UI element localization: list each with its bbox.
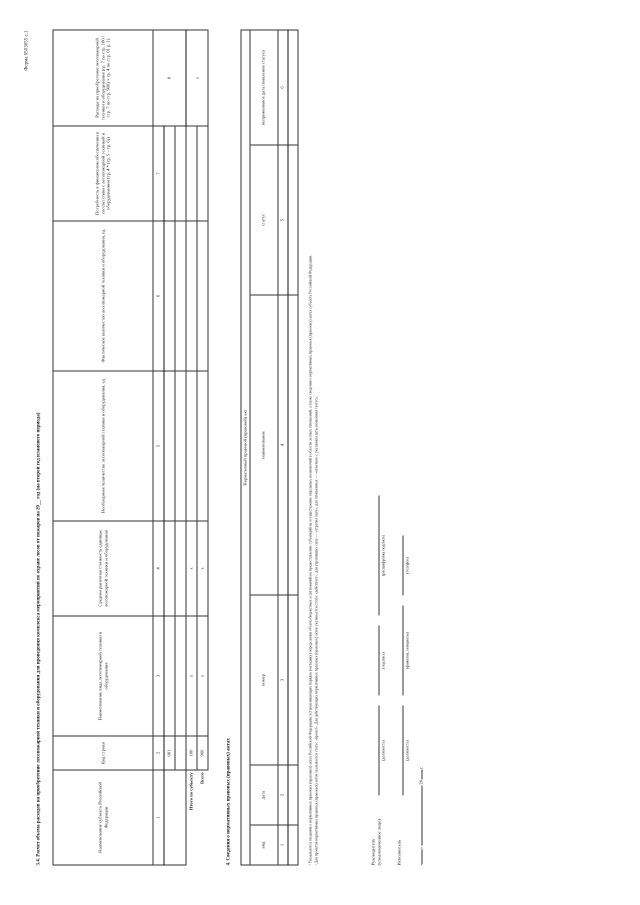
table-cell[interactable] — [287, 29, 297, 144]
col-number: 1 — [277, 825, 287, 865]
header-row-code: Код строки — [53, 736, 153, 770]
header-expenses: Расходы на приобретение лесопожарной техники и оборудования (гр. 7 по стр. 100 / стр. 7 по стр. 900) × гр. 4 по стр. 01 р. 1) — [53, 30, 153, 126]
header-subject: Наименование субъекта Российской Федерации — [53, 770, 153, 865]
executor-label: Исполнитель — [396, 839, 401, 865]
col-number-row — [153, 30, 164, 865]
total-label: Всего — [199, 772, 205, 784]
table-row — [164, 30, 175, 865]
table-cell[interactable] — [175, 221, 186, 371]
exec-name-line[interactable] — [402, 605, 403, 695]
header-avg-price: Средняя рыночная стоимость единицы лесопожарной техники и оборудования — [53, 521, 153, 616]
caption: (подпись) — [380, 651, 385, 669]
table-row — [287, 29, 297, 864]
row-code[interactable] — [175, 736, 186, 770]
footnotes — [308, 30, 320, 865]
table-cell[interactable] — [287, 145, 297, 295]
date-suffix: г. — [418, 765, 423, 769]
table-cell[interactable] — [175, 371, 186, 521]
col-number: 6 — [153, 221, 164, 371]
date-year: 20 — [418, 779, 423, 785]
col-number: 3 — [277, 595, 287, 765]
header-kind: вид — [249, 825, 277, 865]
footnote: ¹ Указываются сведения о нормативных правовых (правовых) актах Российской Федерации, устанавливающих порядок (методику) определения объема бюджетных ассигнований на предоставление субвенций на осуществление отдельных полномочий в области лесных отношений, а также сведения о нормативных правовых (правовых) актах субъекта Российской Федерации. — [308, 254, 312, 865]
date-line — [418, 766, 424, 865]
col-number: 5 — [153, 371, 164, 521]
header-number: номер — [249, 595, 277, 765]
date-mid: » — [418, 846, 423, 849]
x-mark: x — [197, 616, 208, 736]
col-number: 3 — [153, 616, 164, 736]
table-cell[interactable] — [175, 126, 186, 221]
table-cell[interactable] — [175, 616, 186, 736]
form-number: Форма 0503055 с.1 — [24, 30, 29, 71]
table-cell[interactable] — [287, 595, 297, 765]
date-prefix: « — [418, 862, 423, 865]
x-mark: x — [197, 521, 208, 616]
table-cell[interactable] — [164, 616, 175, 736]
date-day[interactable] — [421, 849, 422, 863]
col-number: 2 — [277, 765, 287, 825]
table-cell[interactable] — [186, 126, 197, 221]
col-number: 6 — [277, 29, 287, 144]
head-position-line[interactable] — [378, 705, 379, 795]
table-cell[interactable] — [164, 371, 175, 521]
exec-phone-line[interactable] — [402, 535, 403, 595]
x-mark: x — [186, 30, 208, 126]
table-cell[interactable] — [164, 126, 175, 221]
table-cell[interactable] — [197, 221, 208, 371]
row-code: 001 — [164, 736, 175, 770]
row-code: 100 — [186, 736, 197, 770]
x-mark: x — [186, 521, 197, 616]
header-actual-qty: Фактическое количество лесопожарной техники и оборудования, ед — [53, 221, 153, 371]
table-cell[interactable] — [197, 371, 208, 521]
subject-cell[interactable] — [164, 770, 186, 865]
caption: (должность) — [380, 739, 385, 761]
table-cell[interactable] — [164, 521, 175, 616]
header-status: статус — [249, 145, 277, 295]
table-cell[interactable] — [287, 765, 297, 825]
date-month[interactable] — [421, 785, 422, 845]
table-row — [175, 30, 186, 865]
caption: (расшифровка подписи) — [380, 534, 385, 576]
section3-title: 3.4. Расчет объема расходов на приобретение лесопожарной техники и оборудования для проведения комплекса мероприятий по охране лесов от пожаров на 20__ год (на второй год планового периода) — [36, 412, 41, 865]
row-code: 900 — [197, 736, 208, 770]
header-financial-need: Потребность в финансовом обеспечении в соответствии с лесопожарной техникой и оборудованием (гр. 4 * (гр. 5 – гр. 6)) — [53, 126, 153, 221]
header-name: наименование — [249, 295, 277, 595]
col-number: 5 — [277, 145, 287, 295]
col-number: 8 — [153, 30, 186, 126]
col-number: 4 — [153, 521, 164, 616]
date-year-suffix[interactable] — [421, 770, 422, 780]
total-subject-row — [186, 30, 197, 865]
table-cell[interactable] — [287, 295, 297, 595]
caption: (телефон) — [404, 556, 409, 574]
table-cell[interactable] — [164, 221, 175, 371]
section4-table — [240, 29, 298, 865]
grand-total-row — [197, 30, 208, 865]
head-name-line[interactable] — [378, 495, 379, 615]
col-number: 4 — [277, 295, 287, 595]
head-label: Руководитель (уполномоченное лицо) — [370, 818, 381, 865]
footnote: ² Для проектов нормативных правовых (правовых) актов указывается статус «проект». Для действующих нормативных правовых (правовых) актов указывается статус «действует», для утративших силу — «утратил силу», для отмененных — «отменен» с указанием даты появления статуса. — [314, 395, 319, 865]
col-number: 7 — [153, 126, 164, 221]
total-subject-label: Итого по субъекту — [188, 772, 194, 810]
exec-position-line[interactable] — [402, 705, 403, 795]
header-status-date: неприменимое дата появления статуса — [249, 29, 277, 144]
section3-table — [52, 29, 208, 865]
x-mark: x — [186, 616, 197, 736]
table-cell[interactable] — [186, 371, 197, 521]
caption: (фамилия, инициалы) — [404, 631, 409, 669]
header-date: дата — [249, 765, 277, 825]
col-number: 2 — [153, 736, 164, 770]
section4-group-header: Нормативный правовой (правовой) акт — [241, 29, 250, 864]
header-equipment-type: Наименование вида лесопожарной техники и оборудования — [53, 616, 153, 736]
table-cell[interactable] — [175, 521, 186, 616]
section4-title: 4. Сведения о нормативных правовых (правовых) актах — [226, 737, 231, 865]
table-cell[interactable] — [197, 126, 208, 221]
head-signature-line[interactable] — [378, 625, 379, 695]
col-number: 1 — [153, 770, 164, 865]
table-cell[interactable] — [186, 221, 197, 371]
caption: (должность) — [404, 739, 409, 761]
header-required-qty: Необходимое количество лесопожарной техники и оборудования, ед — [53, 371, 153, 521]
table-cell[interactable] — [287, 825, 297, 865]
